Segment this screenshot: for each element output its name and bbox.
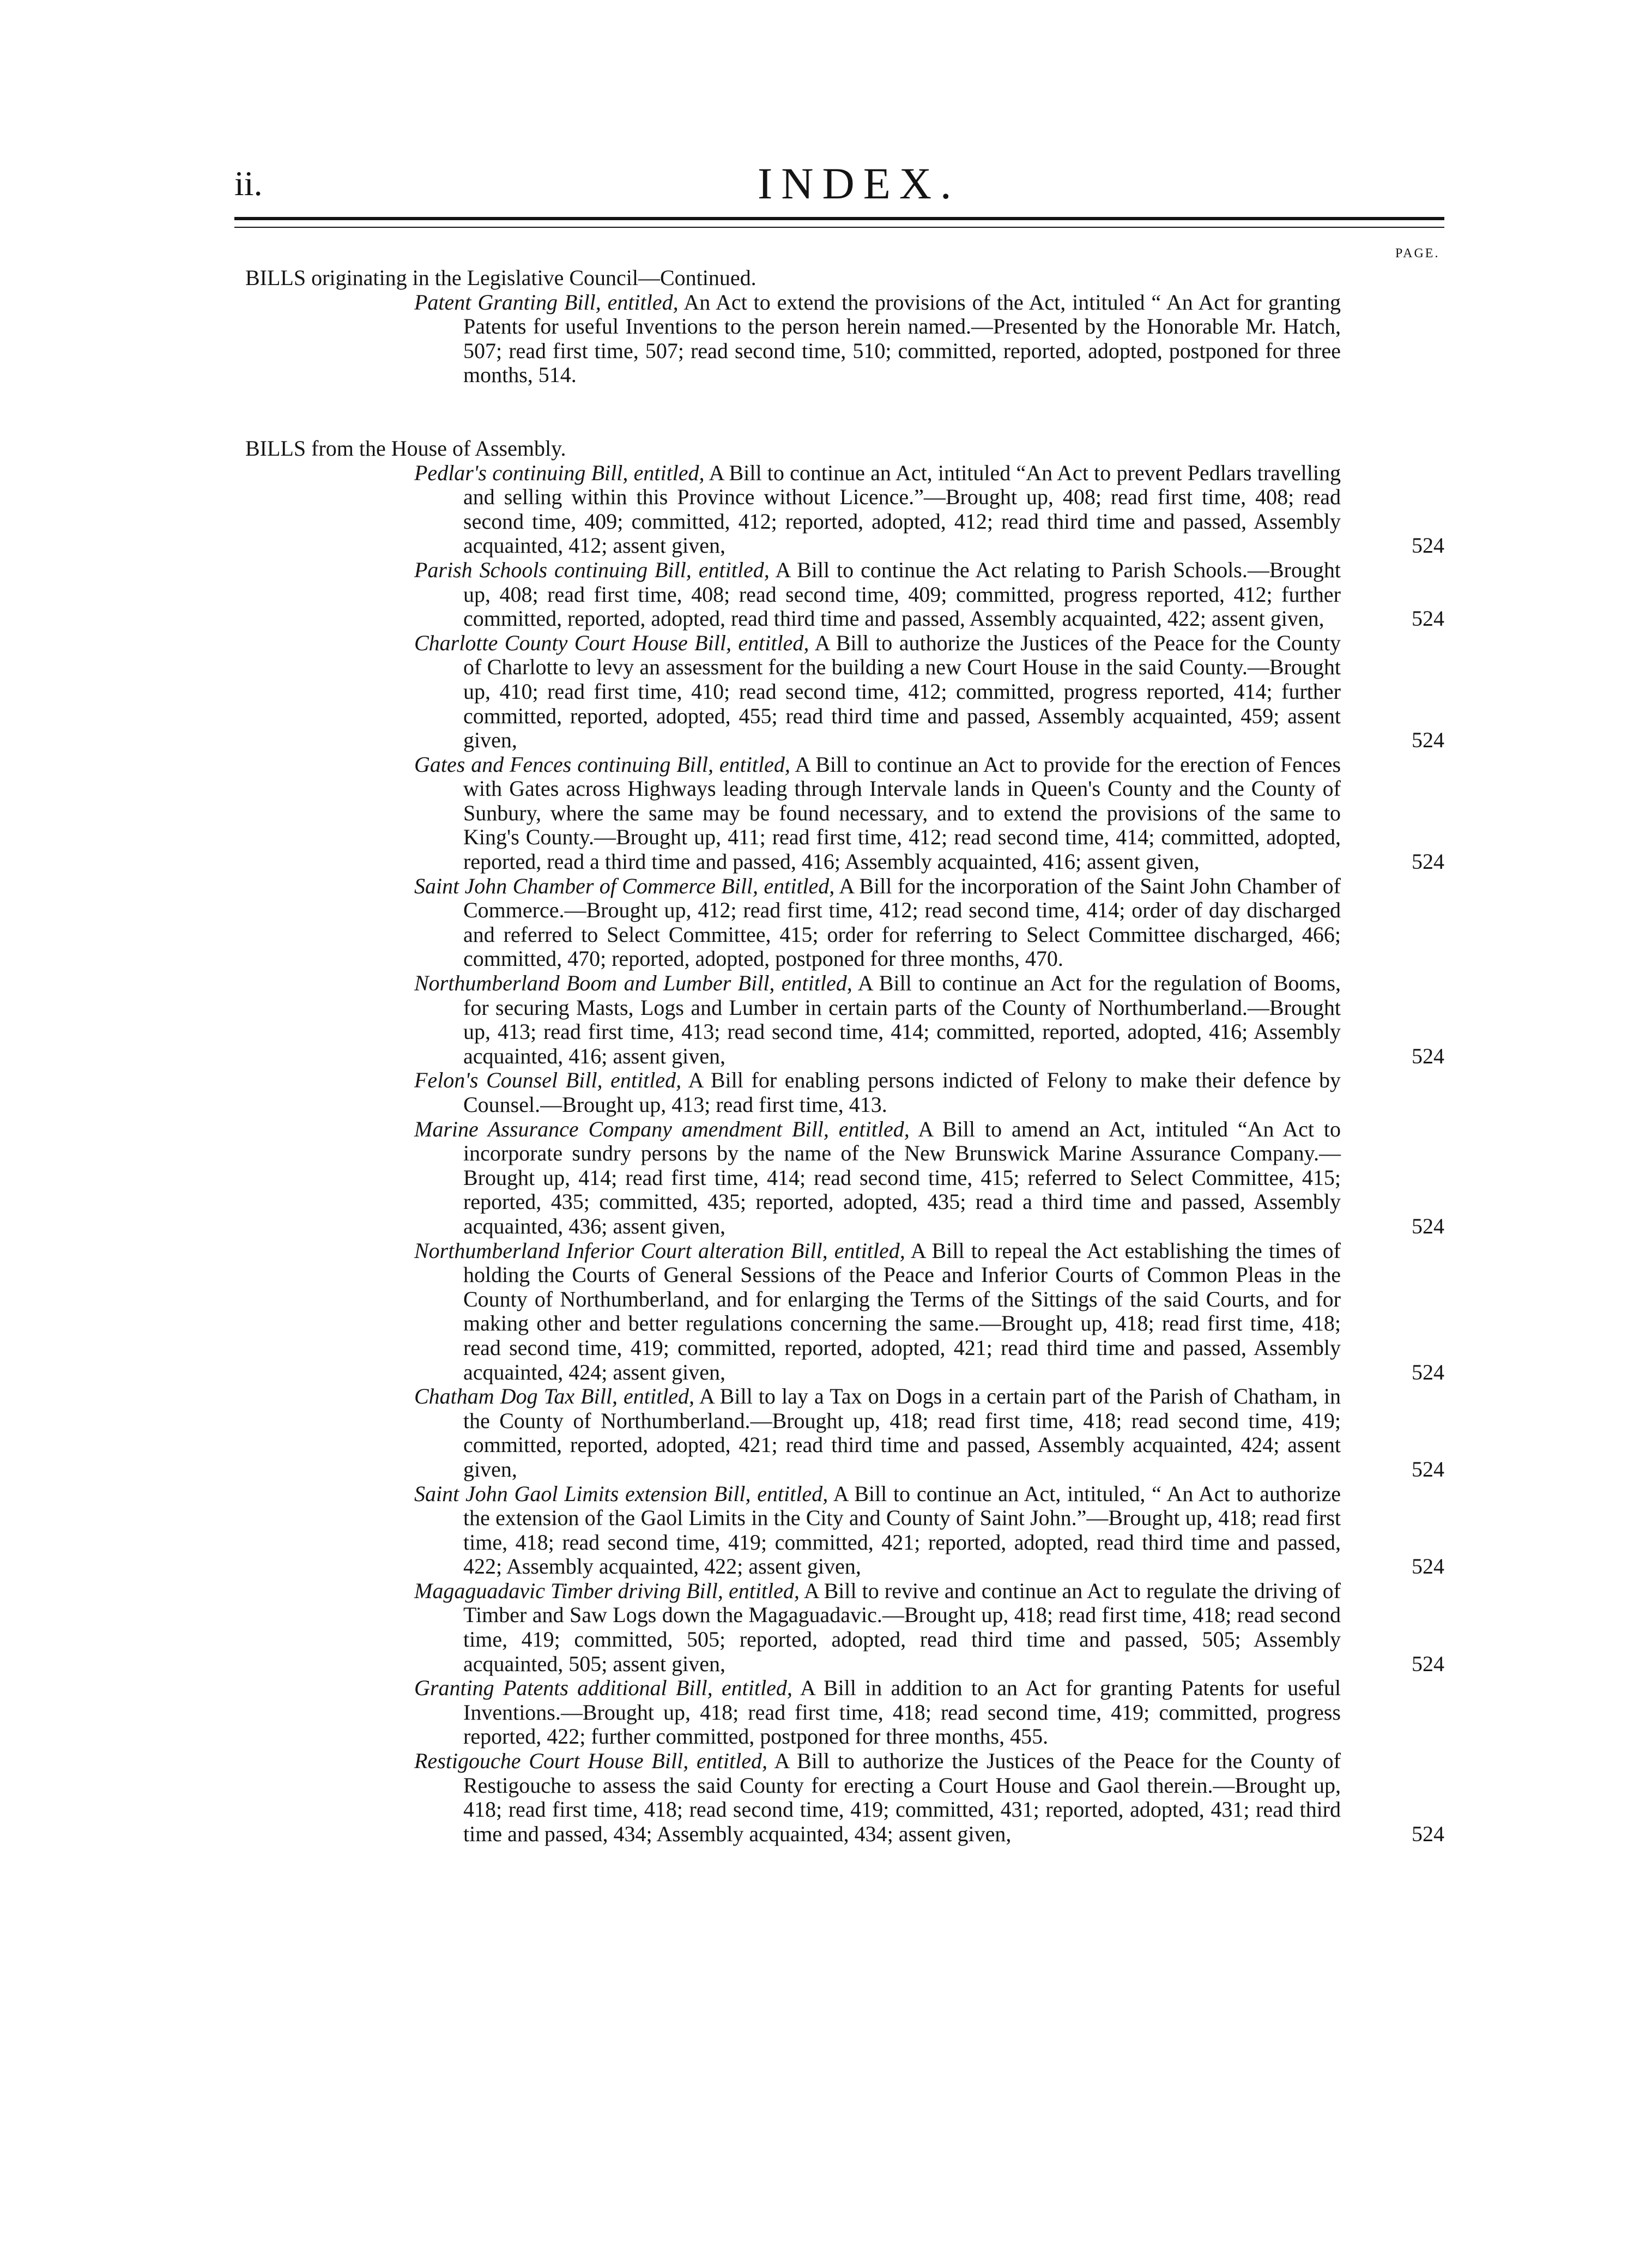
index-entry	[245, 291, 1444, 388]
bill-description: A Bill to amend an Act, intituled “An Act to incorporate sundry persons by the name of the New Brunswick Marine Assurance Company.—Brought up, 414; read first time, 414; read second time, 415; referred to Select Committee, 415; reported, 435; committed, 435; reported, adopted, 435; read a third time and passed, Assembly acquainted, 436; assent given,	[463, 1116, 1341, 1238]
bill-name: Parish Schools continuing Bill, entitled,	[414, 557, 770, 582]
page-column-label: PAGE.	[1395, 246, 1440, 261]
index-entry	[245, 1068, 1444, 1117]
index-entry	[245, 1384, 1444, 1481]
bill-name: Marine Assurance Company amendment Bill, entitled,	[414, 1116, 910, 1141]
bill-name: Chatham Dog Tax Bill, entitled,	[414, 1384, 695, 1409]
bill-description: An Act to extend the provisions of the Act, intituled “ An Act for granting Patents for useful Inventions to the person herein named.—Presented by the Honorable Mr. Hatch, 507; read first time, 507; read second time, 510; committed, reported, adopted, postponed for three months, 514.	[463, 289, 1341, 388]
index-entry	[245, 1117, 1444, 1239]
bill-name: Saint John Gaol Limits extension Bill, entitled,	[414, 1481, 828, 1506]
bill-name: Magaguadavic Timber driving Bill, entitled,	[414, 1578, 800, 1603]
bill-description: A Bill to continue an Act, intituled “An Act to prevent Pedlars travelling and selling within this Province without Licence.”—Brought up, 408; read first time, 408; read second time, 409; committed, 412; reported, adopted, 412; read third time and passed, Assembly acquainted, 412; assent given,	[463, 460, 1341, 558]
index-entry	[245, 1749, 1444, 1846]
index-entry	[245, 558, 1444, 631]
bill-name: Patent Granting Bill, entitled,	[414, 289, 679, 314]
header-rule-thin	[234, 227, 1444, 228]
bill-description: A Bill for enabling persons indicted of Felony to make their defence by Counsel.—Brought up, 413; read first time, 413.	[463, 1068, 1341, 1117]
header-rule-thick	[234, 217, 1444, 220]
page-reference: 524	[1412, 1456, 1444, 1481]
section-heading: BILLS from the House of Assembly.	[245, 436, 566, 461]
index-entry	[245, 753, 1444, 874]
bill-description: A Bill to continue the Act relating to Parish Schools.—Brought up, 408; read first time, 408; read second time, 409; committed, progress reported, 412; further committed, reported, adopted, read third time and passed, Assembly acquainted, 422; assent given,	[463, 557, 1341, 631]
page-reference: 524	[1412, 849, 1444, 874]
index-entry	[245, 971, 1444, 1068]
page-reference: 524	[1412, 1043, 1444, 1068]
page-number: ii.	[234, 164, 263, 203]
bill-description: A Bill to continue an Act for the regulation of Booms, for securing Masts, Logs and Lumber in certain parts of the County of Northumberland.—Brought up, 413; read first time, 413; read second time, 414; committed, reported, adopted, 416; Assembly acquainted, 416; assent given,	[463, 971, 1341, 1068]
index-entry	[245, 461, 1444, 558]
bill-name: Granting Patents additional Bill, entitled,	[414, 1676, 792, 1701]
index-content	[245, 266, 1444, 1846]
page-title: INDEX.	[758, 159, 960, 208]
index-entry	[245, 1579, 1444, 1676]
index-entry	[245, 1676, 1444, 1749]
page-reference: 524	[1412, 1554, 1444, 1579]
page-reference: 524	[1412, 606, 1444, 631]
page-reference: 524	[1412, 1359, 1444, 1384]
page-reference: 524	[1412, 728, 1444, 753]
index-entry	[245, 631, 1444, 753]
bill-description: A Bill in addition to an Act for granting Patents for useful Inventions.—Brought up, 418; read first time, 418; read second time, 419; committed, progress reported, 422; further committed, postponed for three months, 455.	[463, 1676, 1341, 1749]
bill-description: A Bill to authorize the Justices of the Peace for the County of Charlotte to levy an assessment for the building a new Court House in the said County.—Brought up, 410; read first time, 410; read second time, 412; committed, progress reported, 414; further committed, reported, adopted, 455; read third time and passed, Assembly acquainted, 459; assent given,	[463, 630, 1341, 753]
bill-name: Felon's Counsel Bill, entitled,	[414, 1068, 682, 1093]
page-reference: 524	[1412, 1821, 1444, 1846]
bill-description: A Bill to authorize the Justices of the Peace for the County of Restigouche to assess the said County for erecting a Court House and Gaol therein.—Brought up, 418; read first time, 418; read second time, 419; committed, 431; reported, adopted, 431; read third time and passed, 434; Assembly acquainted, 434; assent given,	[463, 1749, 1341, 1846]
page-reference: 524	[1412, 1651, 1444, 1676]
section-heading: BILLS originating in the Legislative Council—Continued.	[245, 265, 757, 290]
bill-name: Saint John Chamber of Commerce Bill, entitled,	[414, 873, 835, 898]
bill-description: A Bill to repeal the Act establishing the times of holding the Courts of General Sessions of the Peace and Inferior Courts of Common Pleas in the County of Northumberland, and for enlarging the Terms of the Sittings of the said Courts, and for making other and better regulations concerning the same.—Brought up, 418; read first time, 418; read second time, 419; committed, reported, adopted, 421; read third time and passed, Assembly acquainted, 424; assent given,	[463, 1238, 1341, 1384]
index-entry	[245, 1239, 1444, 1385]
bill-description: A Bill to revive and continue an Act to regulate the driving of Timber and Saw Logs down the Magaguadavic.—Brought up, 418; read first time, 418; read second time, 419; committed, 505; reported, adopted, read third time and passed, 505; Assembly acquainted, 505; assent given,	[463, 1578, 1341, 1676]
bill-description: A Bill to continue an Act to provide for the erection of Fences with Gates across Highways leading through Intervale lands in Queen's County and the County of Sunbury, where the same may be found necessary, and to extend the provisions of the same to King's County.—Brought up, 411; read first time, 412; read second time, 414; committed, adopted, reported, read a third time and passed, 416; Assembly acquainted, 416; assent given,	[463, 752, 1341, 874]
bill-name: Northumberland Inferior Court alteration Bill, entitled,	[414, 1238, 905, 1263]
bill-description: A Bill for the incorporation of the Saint John Chamber of Commerce.—Brought up, 412; read first time, 412; read second time, 414; order of day discharged and referred to Select Committee, 415; order for referring to Select Committee discharged, 466; committed, 470; reported, adopted, postponed for three months, 470.	[463, 873, 1341, 971]
index-entry	[245, 874, 1444, 971]
bill-name: Gates and Fences continuing Bill, entitled,	[414, 752, 790, 777]
page-reference: 524	[1412, 1213, 1444, 1238]
bill-name: Restigouche Court House Bill, entitled,	[414, 1749, 767, 1774]
bill-name: Pedlar's continuing Bill, entitled,	[414, 460, 705, 485]
bill-description: A Bill to lay a Tax on Dogs in a certain part of the Parish of Chatham, in the County of Northumberland.—Brought up, 418; read first time, 418; read second time, 419; committed, reported, adopted, 421; read third time and passed, Assembly acquainted, 424; assent given,	[463, 1384, 1341, 1481]
bill-name: Northumberland Boom and Lumber Bill, entitled,	[414, 971, 852, 996]
index-entry	[245, 1482, 1444, 1579]
bill-name: Charlotte County Court House Bill, entitled,	[414, 630, 809, 655]
page-reference: 524	[1412, 533, 1444, 558]
bill-description: A Bill to continue an Act, intituled, “ An Act to authorize the extension of the Gaol Limits in the City and County of Saint John.”—Brought up, 418; read first time, 418; read second time, 419; committed, 421; reported, adopted, read third time and passed, 422; Assembly acquainted, 422; assent given,	[463, 1481, 1341, 1579]
